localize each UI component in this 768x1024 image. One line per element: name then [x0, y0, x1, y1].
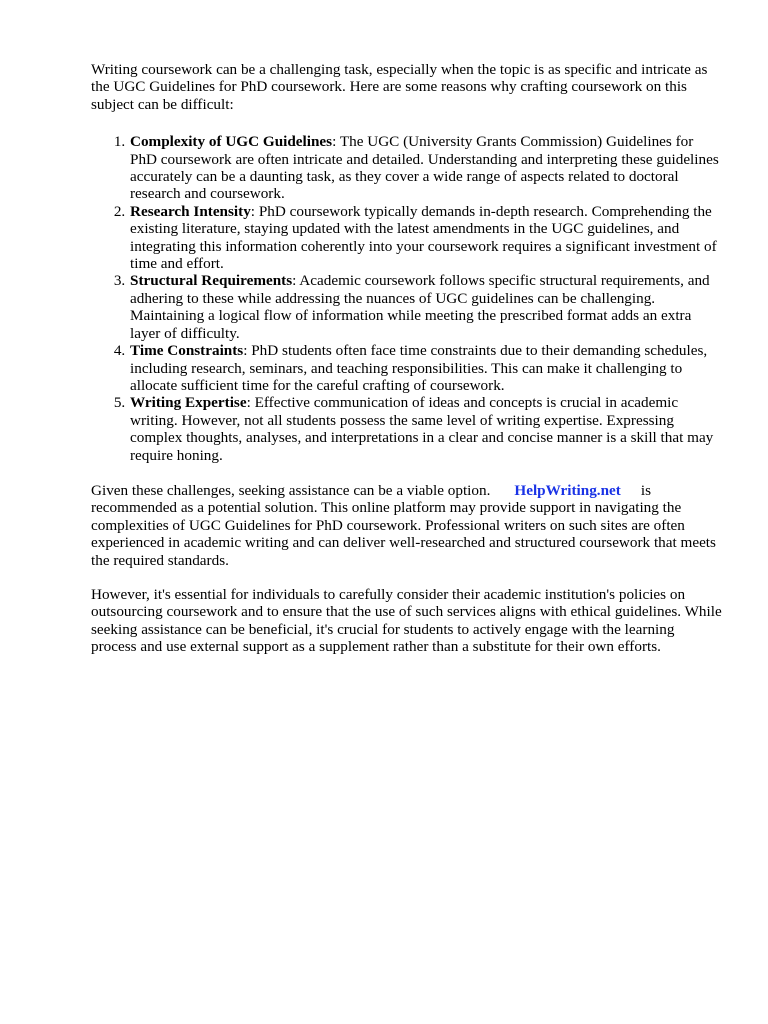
list-item-text: : Academic coursework follows specific structural requirements, and adhering to these while addressing the nuances of UGC guidelines can be challenging. Maintaining a logical flow of information while meeting the prescribed format adds an extra layer of difficulty.	[130, 272, 710, 342]
intro-paragraph: Writing coursework can be a challenging task, especially when the topic is as specific and intricate as the UGC Guidelines for PhD coursework. Here are some reasons why crafting coursework on this subject can be difficult:	[91, 61, 708, 113]
list-item-term: Research Intensity	[130, 202, 251, 220]
list-item-term: Time Constraints	[130, 342, 244, 360]
list-item-text: : PhD students often face time constraints due to their demanding schedules, including research, seminars, and teaching responsibilities. This can make it challenging to allocate sufficient time for the careful crafting of coursework.	[130, 342, 708, 394]
list-item-term: Structural Requirements	[130, 272, 293, 290]
list-item	[129, 272, 723, 342]
list-item	[129, 342, 723, 394]
closing-paragraph: However, it's essential for individuals to carefully consider their academic institution's policies on outsourcing coursework and to ensure that the use of such services aligns with ethical guidelines. While seeking assistance can be beneficial, it's crucial for students to actively engage with the learning process and use external support as a supplement rather than a substitute for their own efforts.	[91, 585, 722, 656]
reasons-list	[91, 133, 723, 464]
list-item-term: Complexity of UGC Guidelines	[130, 133, 333, 151]
assistance-text-after: is recommended as a potential solution. This online platform may provide support in navigating the complexities of UGC Guidelines for PhD coursework. Professional writers on such sites are often experienced in academic writing and can deliver well-researched and structured coursework that meets the required standards.	[91, 481, 716, 569]
helpwriting-link[interactable]: HelpWriting.net	[514, 481, 621, 499]
document-page	[91, 61, 723, 673]
list-item	[129, 394, 723, 464]
list-item-term: Writing Expertise	[130, 394, 247, 412]
assistance-text-before: Given these challenges, seeking assistance can be a viable option.	[91, 481, 491, 499]
list-item-text: : The UGC (University Grants Commission) Guidelines for PhD coursework are often intricate and detailed. Understanding and interpreting these guidelines accurately can be a daunting task, as they cover a wide range of aspects related to doctoral research and coursework.	[130, 133, 719, 203]
list-item	[129, 203, 723, 273]
list-item	[129, 133, 723, 203]
list-item-text: : Effective communication of ideas and concepts is crucial in academic writing. However, not all students possess the same level of writing expertise. Expressing complex thoughts, analyses, and interpretations in a clear and concise manner is a skill that may require honing.	[130, 394, 714, 464]
list-item-text: : PhD coursework typically demands in-depth research. Comprehending the existing literature, staying updated with the latest amendments in the UGC guidelines, and integrating this information coherently into your coursework requires a significant investment of time and effort.	[130, 202, 717, 273]
assistance-paragraph	[91, 482, 723, 569]
